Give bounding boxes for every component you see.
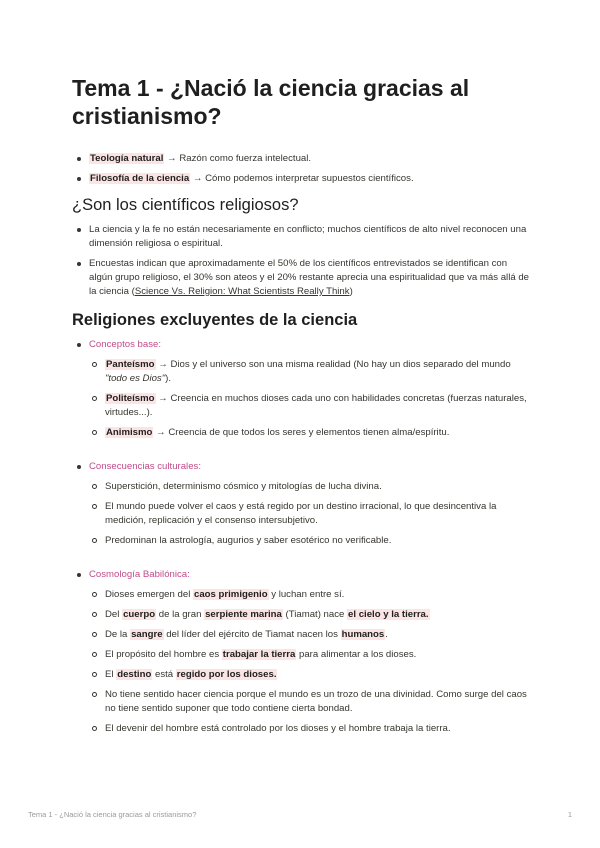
category-label: Conceptos base: bbox=[89, 339, 161, 350]
list-item: El mundo puede volver el caos y está regido por un destino irracional, lo que desincentiva la medición, replicación y el consenso intersubjetivo. bbox=[89, 500, 532, 528]
document-page bbox=[72, 74, 532, 742]
list-item: El propósito del hombre es trabajar la tierra para alimentar a los dioses. bbox=[89, 648, 532, 662]
list-item: Encuestas indican que aproximadamente el 50% de los científicos entrevistados se identifican con algún grupo religioso, el 30% son ateos y el 20% restante aprecia una espiritualidad que va más allá de la ciencia (Science Vs. Religion: What Scientists Really Think) bbox=[72, 257, 532, 299]
list-item: No tiene sentido hacer ciencia porque el mundo es un trozo de una divinidad. Como surge del caos no tiene sentido suponer que todo contiene cierta bondad. bbox=[89, 688, 532, 716]
list-item: La ciencia y la fe no están necesariamente en conflicto; muchos científicos de alto nivel reconocen una dimensión religiosa o espiritual. bbox=[72, 223, 532, 251]
footer-title: Tema 1 - ¿Nació la ciencia gracias al cristianismo? bbox=[28, 810, 197, 819]
list-item: Teología natural → Razón como fuerza intelectual. bbox=[72, 152, 532, 166]
page-footer bbox=[28, 810, 572, 819]
page-number: 1 bbox=[567, 810, 572, 819]
list-item bbox=[72, 338, 532, 440]
consecuencias-list bbox=[89, 480, 532, 548]
list-item bbox=[72, 568, 532, 736]
list-item: Predominan la astrología, augurios y saber esotérico no verificable. bbox=[89, 534, 532, 548]
list-item: De la sangre del líder del ejército de Tiamat nacen los humanos. bbox=[89, 628, 532, 642]
reference-link[interactable]: Science Vs. Religion: What Scientists Really Think bbox=[134, 286, 350, 297]
list-item: El devenir del hombre está controlado por los dioses y el hombre trabaja la tierra. bbox=[89, 722, 532, 736]
list-item: Animismo → Creencia de que todos los seres y elementos tienen alma/espíritu. bbox=[89, 426, 532, 440]
list-item: Panteísmo → Dios y el universo son una misma realidad (No hay un dios separado del mundo "todo es Dios"). bbox=[89, 358, 532, 386]
conceptos-list bbox=[89, 358, 532, 440]
section-heading: ¿Son los científicos religiosos? bbox=[72, 196, 299, 214]
list-item: Filosofía de la ciencia → Cómo podemos interpretar supuestos científicos. bbox=[72, 172, 532, 186]
list-item bbox=[72, 460, 532, 548]
section-heading: Religiones excluyentes de la ciencia bbox=[72, 311, 358, 329]
cosmologia-list bbox=[89, 588, 532, 736]
section2-list bbox=[72, 338, 532, 736]
list-item: El destino está regido por los dioses. bbox=[89, 668, 532, 682]
list-item: Superstición, determinismo cósmico y mitologías de lucha divina. bbox=[89, 480, 532, 494]
section1-list bbox=[72, 223, 532, 299]
list-item: Del cuerpo de la gran serpiente marina (Tiamat) nace el cielo y la tierra. bbox=[89, 608, 532, 622]
intro-list bbox=[72, 152, 532, 186]
page-title: Tema 1 - ¿Nació la ciencia gracias al cristianismo? bbox=[72, 75, 470, 129]
category-label: Consecuencias culturales: bbox=[89, 461, 201, 472]
category-label: Cosmología Babilónica: bbox=[89, 569, 190, 580]
list-item: Politeísmo → Creencia en muchos dioses cada uno con habilidades concretas (fuerzas naturales, virtudes...). bbox=[89, 392, 532, 420]
list-item: Dioses emergen del caos primigenio y luchan entre sí. bbox=[89, 588, 532, 602]
